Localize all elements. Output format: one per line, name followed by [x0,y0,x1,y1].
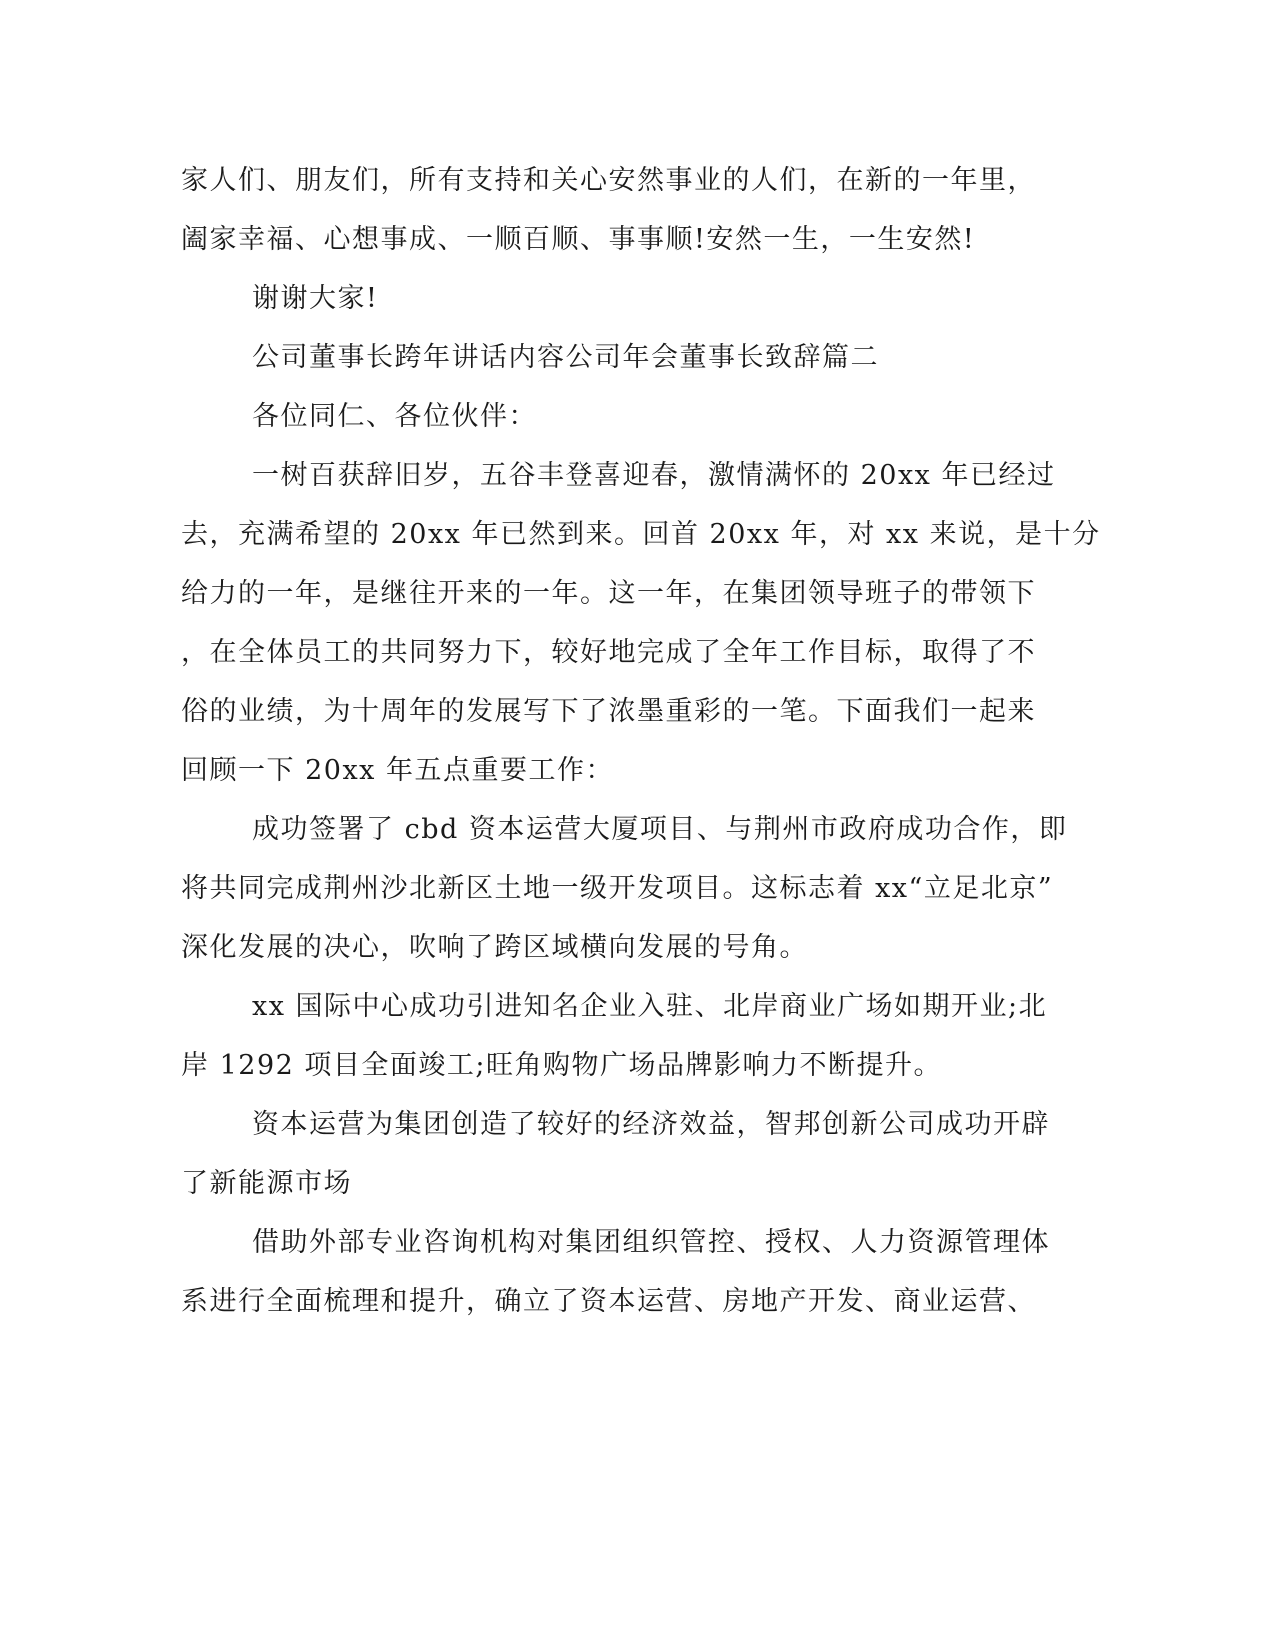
text-line: 岸 1292 项目全面竣工;旺角购物广场品牌影响力不断提升。 [181,1050,942,1081]
text-line: 资本运营为集团创造了较好的经济效益，智邦创新公司成功开辟 [252,1109,1050,1140]
text-line: 借助外部专业咨询机构对集团组织管控、授权、人力资源管理体 [252,1227,1050,1258]
text-line: 了新能源市场 [181,1168,352,1199]
text-line: 俗的业绩，为十周年的发展写下了浓墨重彩的一笔。下面我们一起来 [181,696,1036,727]
text-line: 一树百获辞旧岁，五谷丰登喜迎春，激情满怀的 20xx 年已经过 [252,460,1056,491]
section-heading: 公司董事长跨年讲话内容公司年会董事长致辞篇二 [252,342,879,373]
text-line: 给力的一年，是继往开来的一年。这一年，在集团领导班子的带领下 [181,578,1036,609]
text-line: 深化发展的决心，吹响了跨区域横向发展的号角。 [181,932,808,963]
text-line: 回顾一下 20xx 年五点重要工作： [181,755,614,786]
text-line: 成功签署了 cbd 资本运营大厦项目、与荆州市政府成功合作，即 [252,814,1068,845]
text-line: 将共同完成荆州沙北新区土地一级开发项目。这标志着 xx“立足北京” [181,873,1054,904]
text-line: 去，充满希望的 20xx 年已然到来。回首 20xx 年，对 xx 来说，是十分 [181,519,1101,550]
text-line: 家人们、朋友们，所有支持和关心安然事业的人们，在新的一年里， [181,165,1036,196]
text-line: 谢谢大家! [252,283,379,314]
text-line: ，在全体员工的共同努力下，较好地完成了全年工作目标，取得了不 [181,637,1036,668]
text-line: xx 国际中心成功引进知名企业入驻、北岸商业广场如期开业;北 [252,991,1048,1022]
salutation: 各位同仁、各位伙伴： [252,401,537,432]
text-line: 系进行全面梳理和提升，确立了资本运营、房地产开发、商业运营、 [181,1286,1036,1317]
text-line: 阖家幸福、心想事成、一顺百顺、事事顺!安然一生，一生安然! [181,224,976,255]
